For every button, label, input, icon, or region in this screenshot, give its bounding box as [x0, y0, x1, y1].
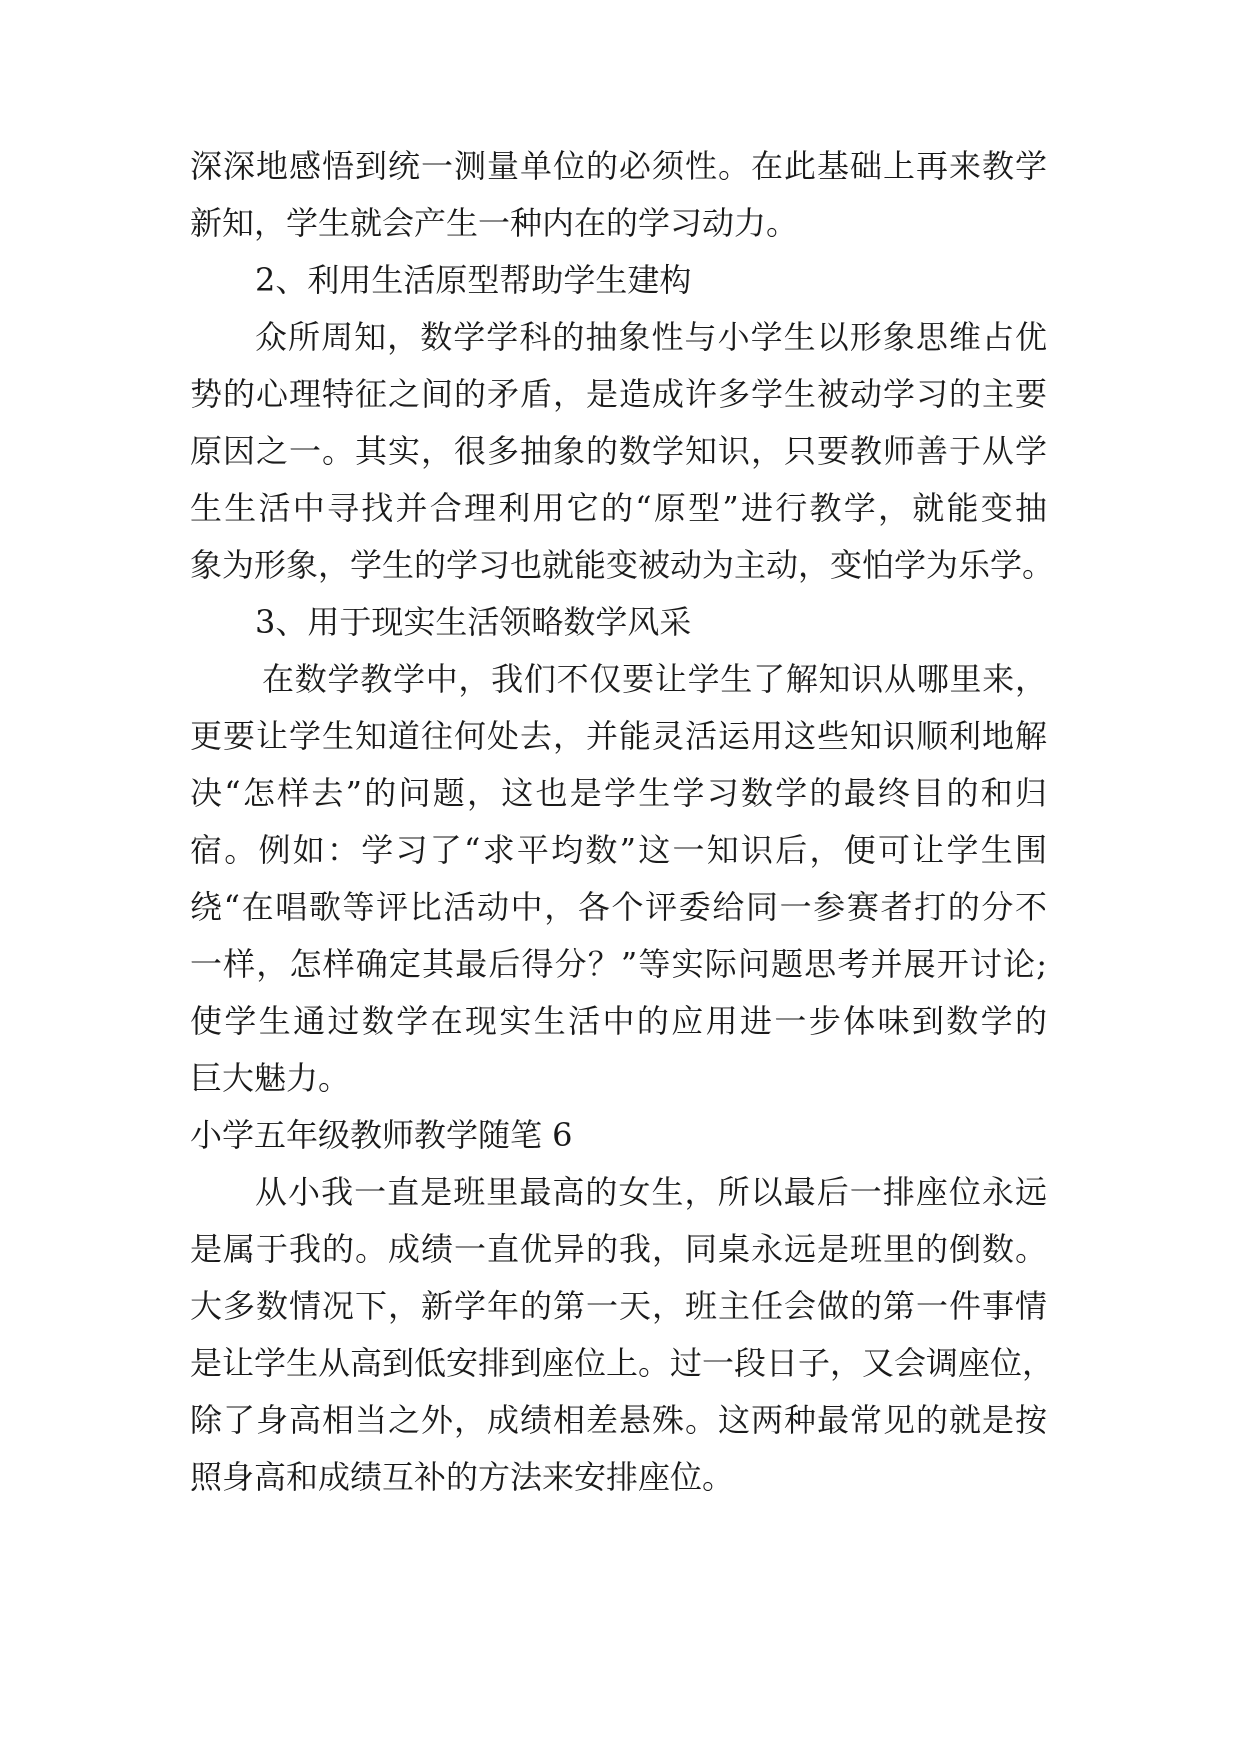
paragraph-line [0, 991, 1241, 1051]
paragraph-line [0, 193, 1241, 253]
text-line: 决“怎样去”的问题，这也是学生学习数学的最终目的和归 [190, 774, 1047, 812]
text-line: 势的心理特征之间的矛盾，是造成许多学生被动学习的主要 [190, 375, 1047, 413]
paragraph-line [0, 364, 1241, 424]
section-heading [0, 250, 1241, 310]
text-line: 一样，怎样确定其最后得分？”等实际问题思考并展开讨论; [190, 945, 1047, 983]
paragraph-line [0, 307, 1241, 367]
paragraph-line [0, 1048, 1241, 1108]
paragraph-line [0, 421, 1241, 481]
text-line: 是属于我的。成绩一直优异的我，同桌永远是班里的倒数。 [190, 1230, 1047, 1268]
section-heading [0, 592, 1241, 652]
paragraph-line [0, 535, 1241, 595]
text-line: 大多数情况下，新学年的第一天，班主任会做的第一件事情 [190, 1287, 1047, 1325]
text-line: 照身高和成绩互补的方法来安排座位。 [190, 1458, 735, 1496]
text-line: 使学生通过数学在现实生活中的应用进一步体味到数学的 [190, 1002, 1047, 1040]
text-line: 原因之一。其实，很多抽象的数学知识，只要教师善于从学 [190, 432, 1047, 470]
text-line: 从小我一直是班里最高的女生，所以最后一排座位永远 [255, 1173, 1047, 1211]
article-title [0, 1105, 1241, 1165]
paragraph-line [0, 934, 1241, 994]
text-line: 绕“在唱歌等评比活动中，各个评委给同一参赛者打的分不 [190, 888, 1047, 926]
paragraph-line [0, 649, 1241, 709]
text-line: 巨大魅力。 [190, 1059, 351, 1097]
paragraph-line [0, 877, 1241, 937]
heading-text: 2、利用生活原型帮助学生建构 [255, 261, 692, 299]
paragraph-line [0, 1390, 1241, 1450]
title-text: 小学五年级教师教学随笔 6 [190, 1116, 573, 1154]
paragraph-line [0, 1333, 1241, 1393]
text-line: 在数学教学中，我们不仅要让学生了解知识从哪里来， [262, 660, 1047, 698]
text-line: 宿。例如：学习了“求平均数”这一知识后，便可让学生围 [190, 831, 1047, 869]
text-line: 象为形象，学生的学习也就能变被动为主动，变怕学为乐学。 [190, 546, 1055, 584]
text-line: 是让学生从高到低安排到座位上。过一段日子，又会调座位， [190, 1344, 1055, 1382]
text-line: 生生活中寻找并合理利用它的“原型”进行教学，就能变抽 [190, 489, 1047, 527]
paragraph-line [0, 478, 1241, 538]
paragraph-line [0, 1276, 1241, 1336]
text-line: 更要让学生知道往何处去，并能灵活运用这些知识顺利地解 [190, 717, 1047, 755]
text-line: 除了身高相当之外，成绩相差悬殊。这两种最常见的就是按 [190, 1401, 1047, 1439]
paragraph-line [0, 1162, 1241, 1222]
paragraph-line [0, 820, 1241, 880]
paragraph-line [0, 763, 1241, 823]
paragraph-line [0, 706, 1241, 766]
paragraph-line [0, 1447, 1241, 1507]
paragraph-line [0, 1219, 1241, 1279]
paragraph-line [0, 136, 1241, 196]
heading-text: 3、用于现实生活领略数学风采 [255, 603, 692, 641]
text-line: 众所周知，数学学科的抽象性与小学生以形象思维占优 [255, 318, 1047, 356]
text-line: 深深地感悟到统一测量单位的必须性。在此基础上再来教学 [190, 147, 1047, 185]
text-line: 新知，学生就会产生一种内在的学习动力。 [190, 204, 799, 242]
